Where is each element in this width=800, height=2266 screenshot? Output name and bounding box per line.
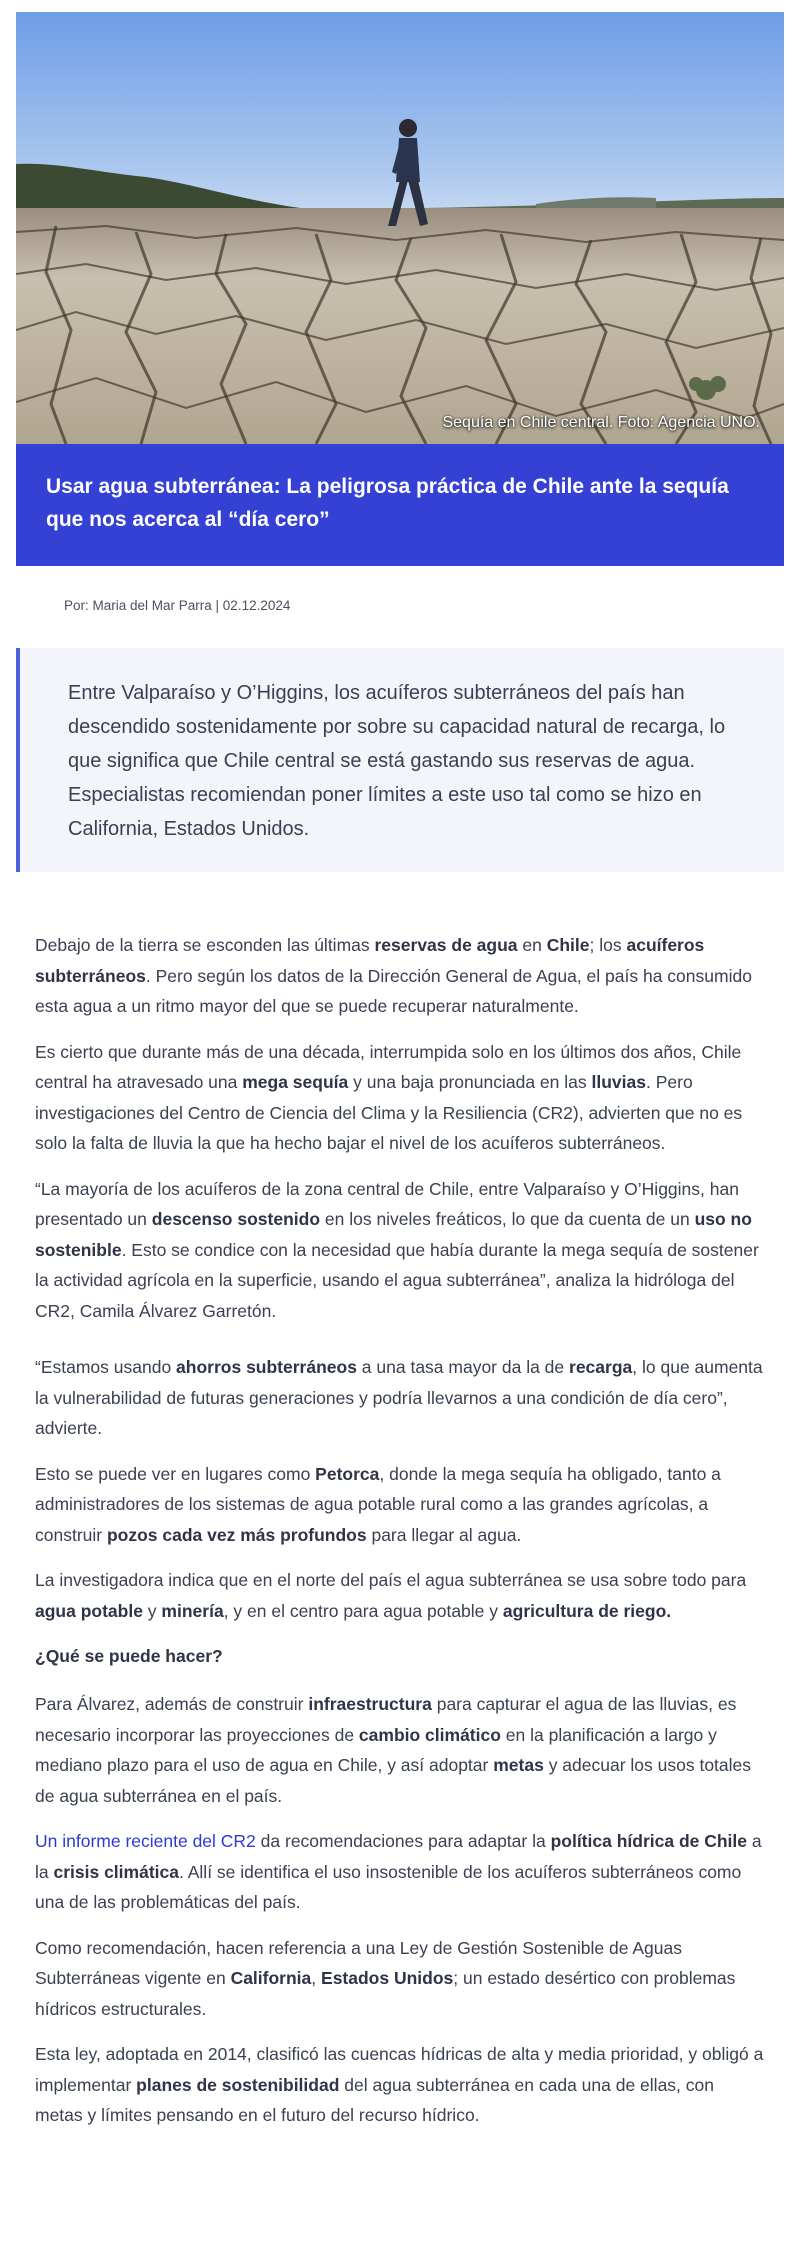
article-body <box>35 930 765 2131</box>
title-banner <box>16 444 784 566</box>
section-heading: ¿Qué se puede hacer? <box>35 1646 223 1666</box>
paragraph: Como recomendación, hacen referencia a una Ley de Gestión Sostenible de Aguas Subterráneas vigente en California, Estados Unidos; un estado desértico con problemas hídricos estructurales. <box>35 1937 736 2019</box>
byline: Por: Maria del Mar Parra | 02.12.2024 <box>64 598 291 613</box>
paragraph: Esto se puede ver en lugares como Petorca, donde la mega sequía ha obligado, tanto a administradores de los sistemas de agua potable rural como a las grandes agrícolas, a construir pozos cada vez más profundos para llegar al agua. <box>35 1463 721 1545</box>
paragraph: Para Álvarez, además de construir infraestructura para capturar el agua de las lluvias, es necesario incorporar las proyecciones de cambio climático en la planificación a largo y mediano plazo para el uso de agua en Chile, y así adoptar metas y adecuar los usos totales de agua subterránea en el país. <box>35 1694 752 1806</box>
drought-photo <box>16 12 784 444</box>
cr2-report-link[interactable]: Un informe reciente del CR2 <box>35 1831 256 1851</box>
photo-caption: Sequía en Chile central. Foto: Agencia UNO. <box>442 414 760 431</box>
paragraph: Es cierto que durante más de una década, interrumpida solo en los últimos dos años, Chile central ha atravesado una mega sequía y una baja pronunciada en las lluvias. Pero investigaciones del Centro de Ciencia del Clima y la Resiliencia (CR2), advierten que no es solo la falta de lluvia la que ha hecho bajar el nivel de los acuíferos subterráneos. <box>35 1041 743 1153</box>
lead-text: Entre Valparaíso y O’Higgins, los acuíferos subterráneos del país han descendido sostenidamente por sobre su capacidad natural de recarga, lo que significa que Chile central se está gastando sus reservas de agua. Especialistas recomiendan poner límites a este uso tal como se hizo en California, Estados Unidos. <box>68 682 726 840</box>
hero-image <box>16 12 784 444</box>
paragraph: “La mayoría de los acuíferos de la zona central de Chile, entre Valparaíso y O’Higgins, han presentado un descenso sostenido en los niveles freáticos, lo que da cuenta de un uso no sostenible. Esto se condice con la necesidad que había durante la mega sequía de sostener la actividad agrícola en la superficie, usando el agua subterránea”, analiza la hidróloga del CR2, Camila Álvarez Garretón. <box>35 1178 759 1321</box>
lead-quote <box>16 648 784 872</box>
paragraph: Esta ley, adoptada en 2014, clasificó las cuencas hídricas de alta y media prioridad, y obligó a implementar planes de sostenibilidad del agua subterránea en cada una de ellas, con metas y límites pensando en el futuro del recurso hídrico. <box>35 2044 764 2125</box>
article-title: Usar agua subterránea: La peligrosa práctica de Chile ante la sequía que nos acerca al “día cero” <box>46 475 729 531</box>
paragraph: “Estamos usando ahorros subterráneos a una tasa mayor da la de recarga, lo que aumenta la vulnerabilidad de futuras generaciones y podría llevarnos a una condición de día cero”, advierte. <box>35 1357 763 1438</box>
paragraph: La investigadora indica que en el norte del país el agua subterránea se usa sobre todo para agua potable y minería, y en el centro para agua potable y agricultura de riego. <box>35 1570 747 1621</box>
paragraph: Debajo de la tierra se esconden las últimas reservas de agua en Chile; los acuíferos subterráneos. Pero según los datos de la Dirección General de Agua, el país ha consumido esta agua a un ritmo mayor del que se puede recuperar naturalmente. <box>35 935 752 1016</box>
paragraph: Un informe reciente del CR2 da recomendaciones para adaptar la política hídrica de Chile a la crisis climática. Allí se identifica el uso insostenible de los acuíferos subterráneos como una de las problemáticas del país. <box>35 1831 762 1912</box>
